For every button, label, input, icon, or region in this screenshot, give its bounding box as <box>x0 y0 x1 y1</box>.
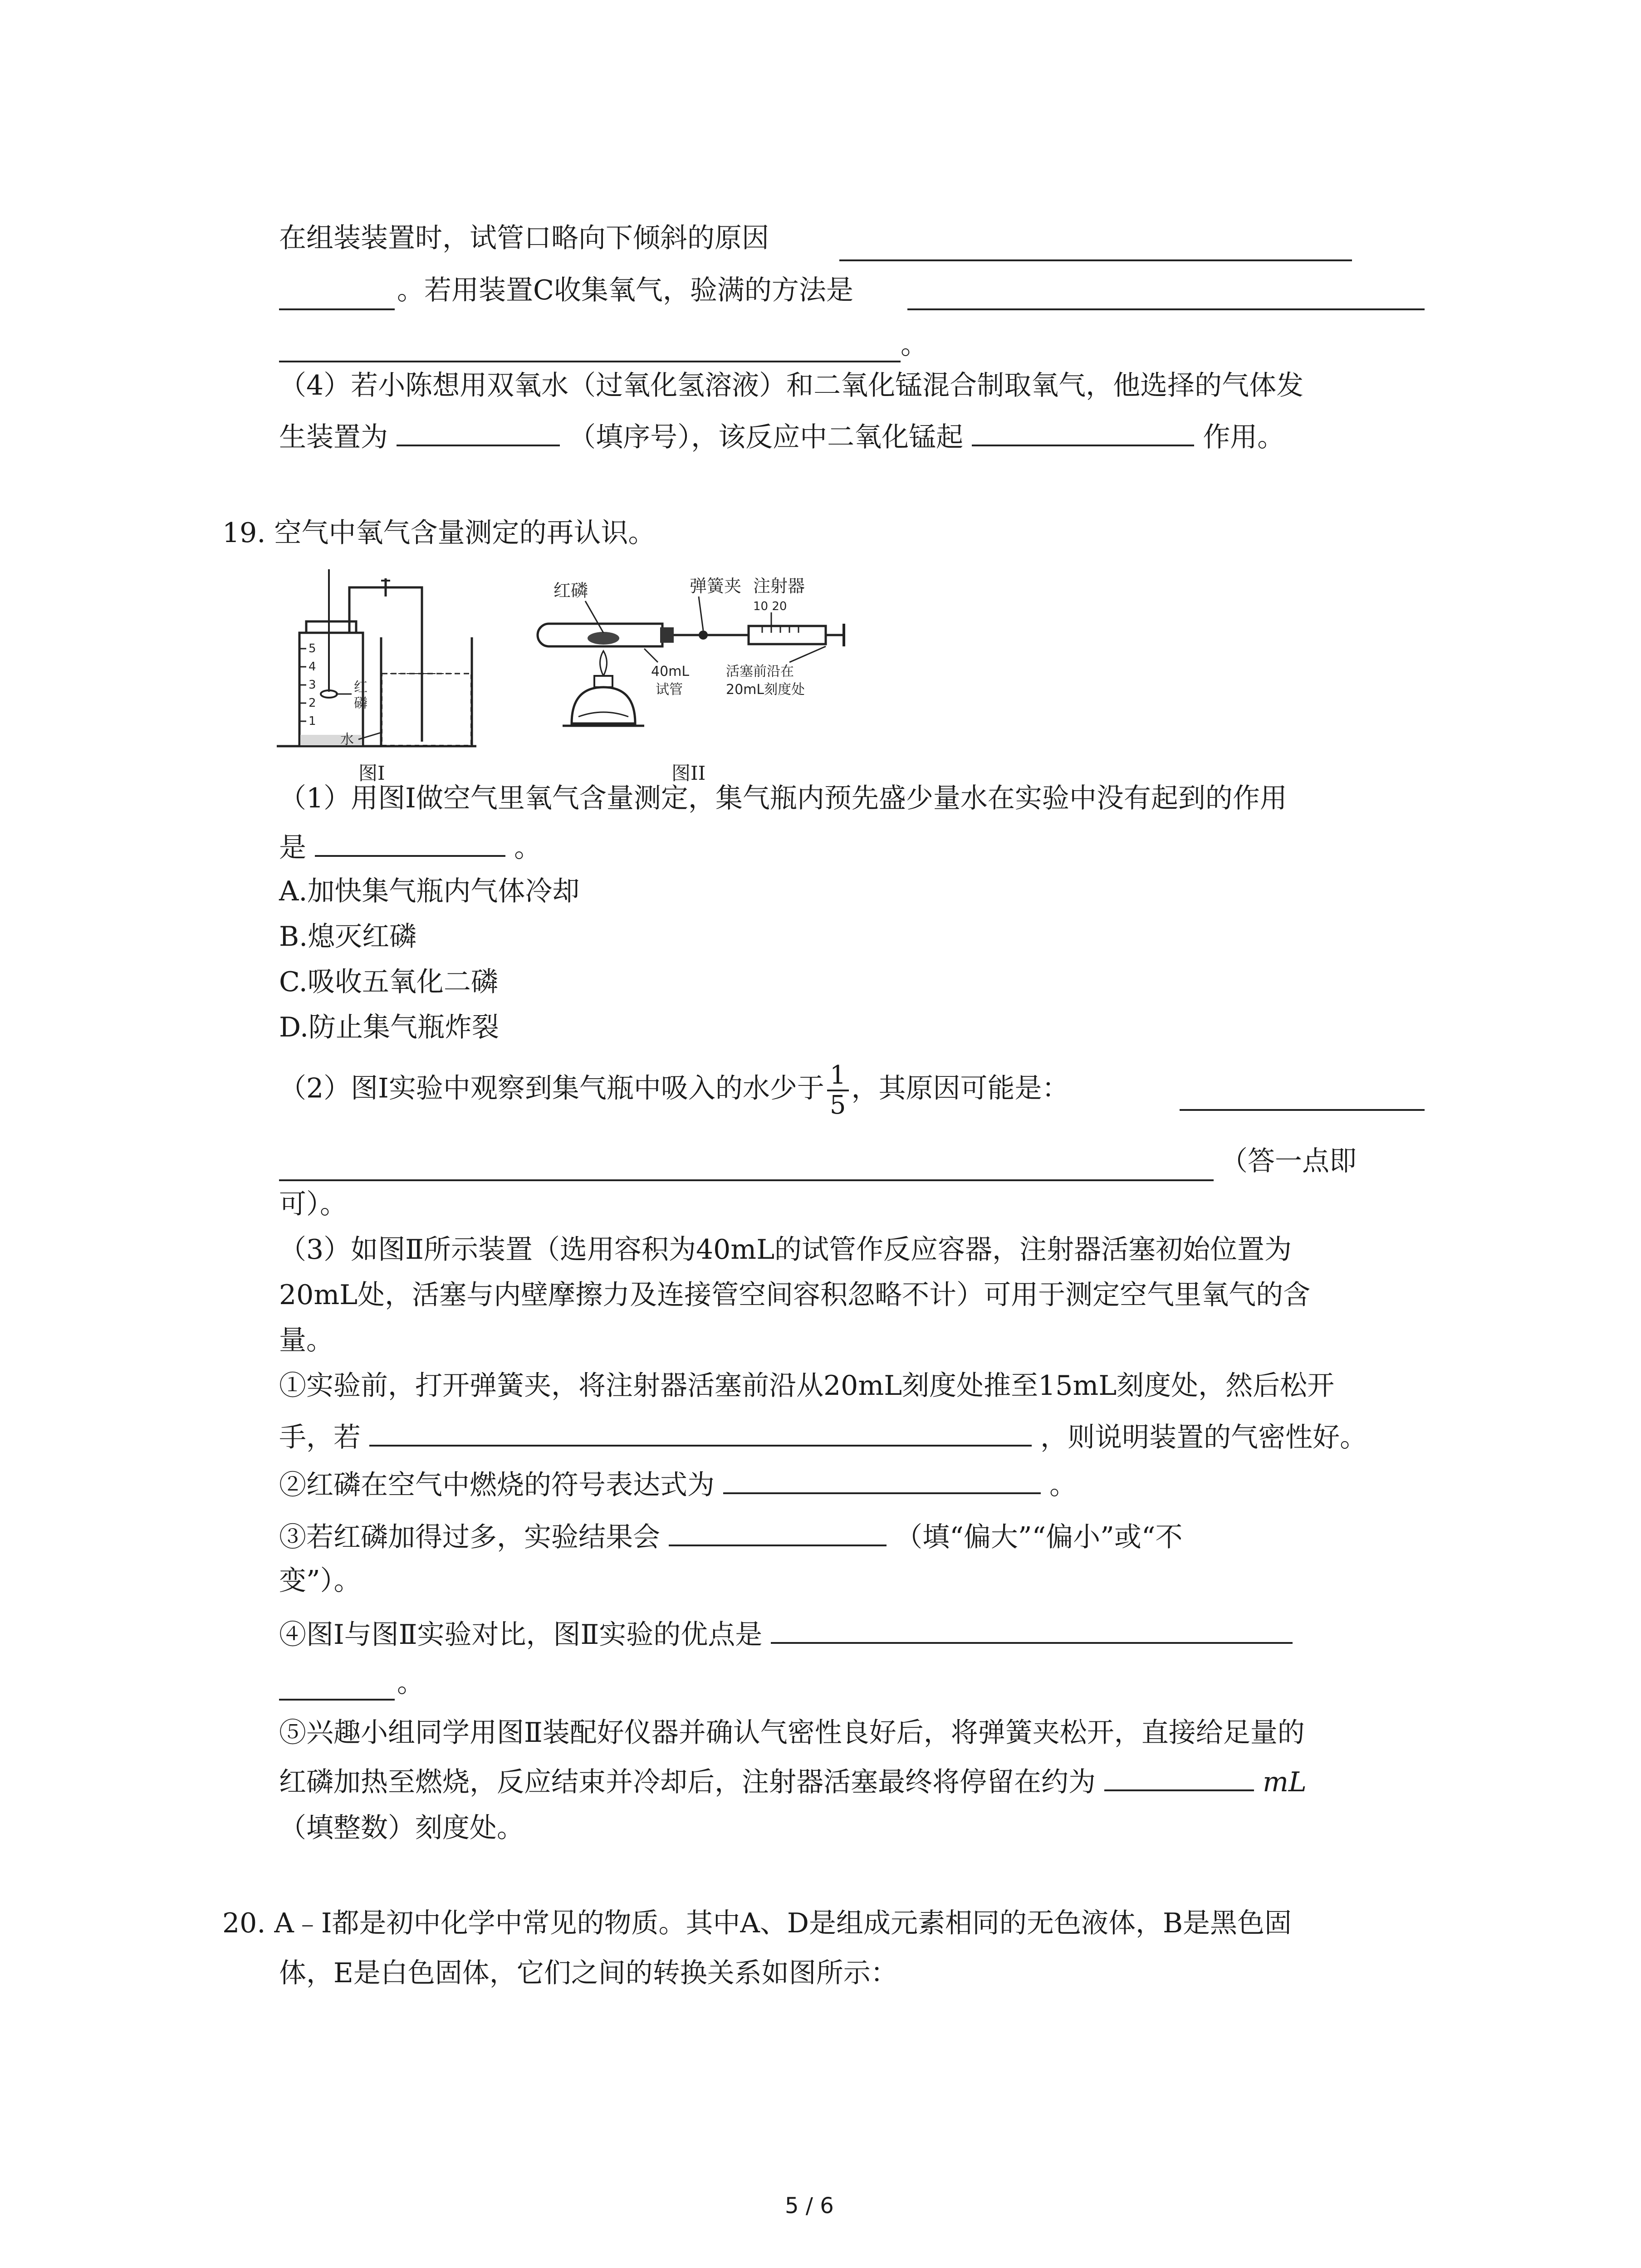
q19-option-a[interactable]: A.加快集气瓶内气体冷却 <box>279 875 580 907</box>
fig2-syringe-scale: 10 20 <box>753 600 787 613</box>
q19-step4-line2-end: 。 <box>397 1667 424 1699</box>
q20-line2: 体，E是白色固体，它们之间的转换关系如图所示： <box>279 1957 898 1989</box>
fig2-label-tube-volume: 40mL <box>651 664 690 679</box>
q19-step5-line3: （填整数）刻度处。 <box>279 1812 524 1844</box>
q19-option-c[interactable]: C.吸收五氧化二磷 <box>279 966 498 998</box>
q19-step1-line2: 手，若 ，则说明装置的气密性好。 <box>279 1418 1367 1456</box>
q18-answer-blank-role[interactable] <box>972 417 1194 446</box>
q18-part4-line1: （4）若小陈想用双氧水（过氧化氢溶液）和二氧化锰混合制取氧气，他选择的气体发 <box>279 370 1304 401</box>
fig1-scale-1: 1 <box>309 714 316 728</box>
fig1-label-red-phosphorus-2: 磷 <box>354 695 367 711</box>
fraction-one-fifth: $\frac{1}{5}$ <box>827 1061 849 1119</box>
q19-part2-line1: （2）图Ⅰ实验中观察到集气瓶中吸入的水少于 $\frac{1}{5}$ ，其原因可能是： <box>279 1061 1069 1120</box>
figure-2-apparatus <box>535 574 862 764</box>
q18-line1: 在组装装置时，试管口略向下倾斜的原因 <box>279 222 769 254</box>
q19-part2-line3: 可）。 <box>279 1188 347 1220</box>
fig1-label-water: 水 <box>340 732 354 748</box>
q19-step5-line1: ⑤兴趣小组同学用图Ⅱ装配好仪器并确认气密性良好后，将弹簧夹松开，直接给足量的 <box>279 1717 1305 1749</box>
fig1-label-red-phosphorus-1: 红 <box>354 679 367 695</box>
q19-part2-answer-blank[interactable] <box>1180 1109 1425 1111</box>
q19-step1-line1: ①实验前，打开弹簧夹，将注射器活塞前沿从20mL刻度处推至15mL刻度处，然后松开 <box>279 1370 1335 1402</box>
fig1-scale-5: 5 <box>309 642 316 655</box>
q18-answer-blank-verify-cont[interactable] <box>279 361 901 362</box>
q18-answer-blank-device[interactable] <box>397 417 560 446</box>
q18-line3-end: 。 <box>901 329 928 361</box>
q19-step4-answer-blank[interactable] <box>771 1615 1293 1644</box>
fig2-label-red-phosphorus: 红磷 <box>554 581 588 601</box>
fig2-label-syringe: 注射器 <box>753 576 805 596</box>
q19-option-b[interactable]: B.熄灭红磷 <box>279 921 417 953</box>
fig2-label-piston-note-2: 20mL刻度处 <box>726 682 805 698</box>
q19-step3-answer-blank[interactable] <box>669 1517 887 1546</box>
q18-answer-blank-verify[interactable] <box>907 308 1425 310</box>
q19-step5-answer-blank[interactable] <box>1104 1762 1254 1791</box>
q19-title: 19. 空气中氧气含量测定的再认识。 <box>222 517 656 549</box>
fig1-scale-4: 4 <box>309 660 316 674</box>
q19-part1-line1: （1）用图Ⅰ做空气里氧气含量测定，集气瓶内预先盛少量水在实验中没有起到的作用 <box>279 782 1287 814</box>
q19-part1-answer-blank[interactable] <box>315 828 505 857</box>
fig2-label-test-tube: 试管 <box>656 682 683 698</box>
q19-option-d[interactable]: D.防止集气瓶炸裂 <box>279 1012 500 1043</box>
q18-answer-blank-reason[interactable] <box>839 259 1352 261</box>
q19-part2-answer-blank-cont[interactable] <box>279 1179 1214 1181</box>
page-number: 5 / 6 <box>785 2193 834 2219</box>
figure-1-caption: 图I <box>358 762 385 784</box>
figure-2-caption: 图II <box>671 762 706 784</box>
fig2-label-piston-note-1: 活塞前沿在 <box>726 664 794 679</box>
fig1-scale-3: 3 <box>309 678 316 692</box>
q19-part3-line2: 20mL处，活塞与内壁摩擦力及连接管空间容积忽略不计）可用于测定空气里氧气的含 <box>279 1279 1311 1311</box>
q19-step1-answer-blank[interactable] <box>369 1418 1032 1447</box>
q18-answer-blank-reason-cont[interactable] <box>279 308 395 310</box>
q19-part3-line3: 量。 <box>279 1325 333 1356</box>
q19-step4-line1: ④图Ⅰ与图Ⅱ实验对比，图Ⅱ实验的优点是 <box>279 1615 1293 1653</box>
q19-part1-line2: 是 。 <box>279 828 541 866</box>
fig2-label-spring-clip: 弹簧夹 <box>690 576 742 596</box>
q19-step5-line2: 红磷加热至燃烧，反应结束并冷却后，注射器活塞最终将停留在约为 mL <box>279 1762 1307 1800</box>
q18-part4-line2: 生装置为 （填序号），该反应中二氧化锰起 作用。 <box>279 417 1284 455</box>
q19-part2-line2-end: （答一点即 <box>1220 1145 1357 1177</box>
q20-line1: 20. A﹣I都是初中化学中常见的物质。其中A、D是组成元素相同的无色液体，B是黑色固 <box>222 1907 1292 1939</box>
fig1-scale-2: 2 <box>309 696 316 710</box>
q19-step4-answer-blank-cont[interactable] <box>279 1699 395 1701</box>
q19-part3-line1: （3）如图Ⅱ所示装置（选用容积为40mL的试管作反应容器，注射器活塞初始位置为 <box>279 1234 1292 1266</box>
figure-1-apparatus <box>272 560 481 760</box>
q18-line2: 。若用装置C收集氧气，验满的方法是 <box>397 274 853 306</box>
q19-step3-line1: ③若红磷加得过多，实验结果会 （填“偏大”“偏小”或“不 <box>279 1517 1183 1555</box>
q19-step2-answer-blank[interactable] <box>723 1465 1041 1494</box>
q19-step2-line: ②红磷在空气中燃烧的符号表达式为 。 <box>279 1465 1077 1503</box>
q19-step3-line2: 变”）。 <box>279 1565 361 1597</box>
